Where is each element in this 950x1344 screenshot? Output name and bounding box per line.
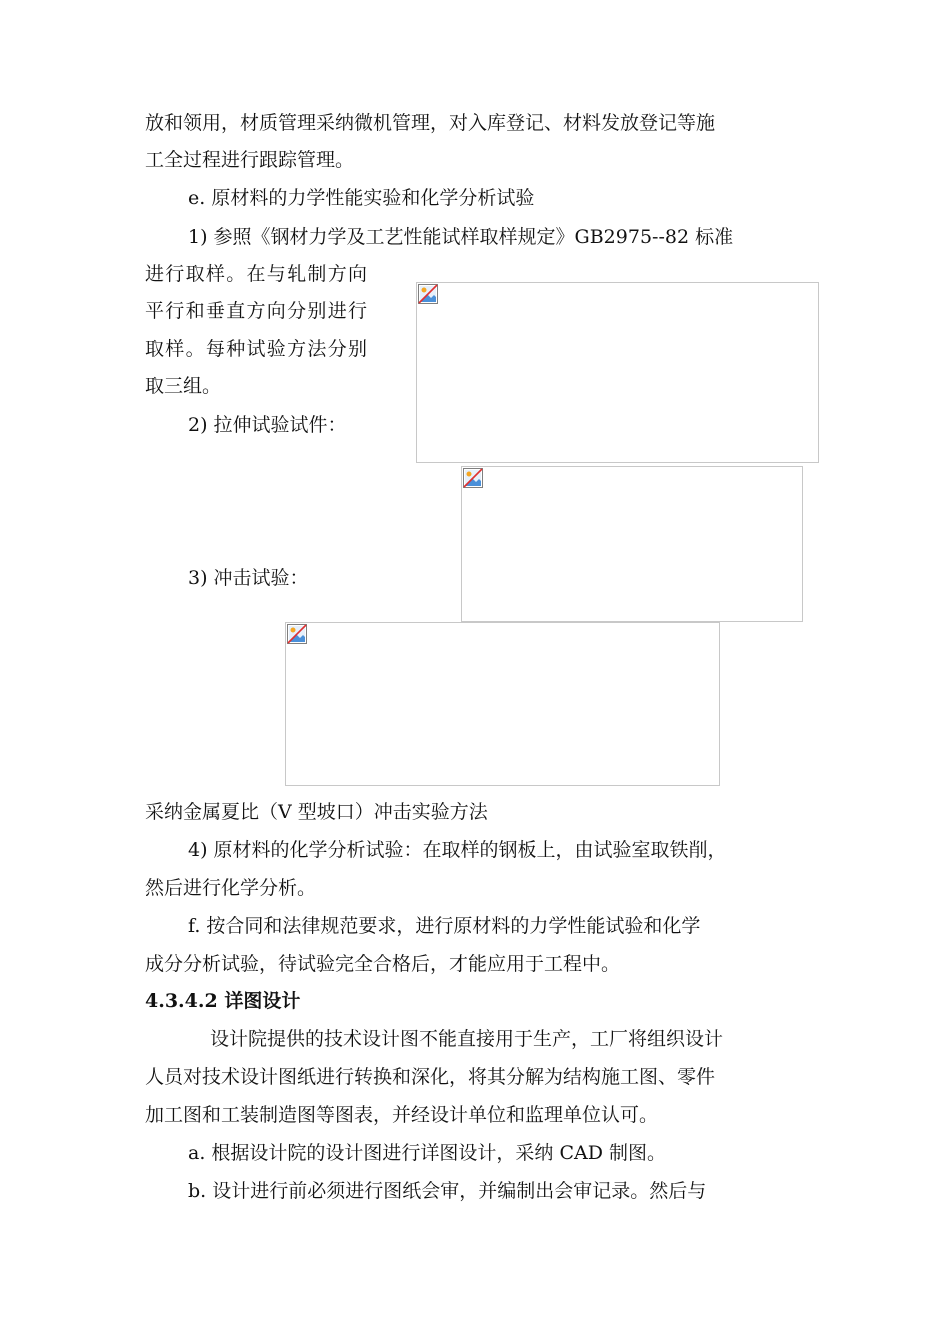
list-item-2: 2) 拉伸试验试件： (188, 414, 347, 436)
figure-tensile-specimen (461, 466, 803, 622)
figure-sampling (416, 282, 819, 463)
subsection-b: b. 设计进行前必须进行图纸会审，并编制出会审记录。然后与 (188, 1180, 707, 1202)
list-item-4: 4) 原材料的化学分析试验：在取样的钢板上，由试验室取铁削， (188, 839, 727, 861)
paragraph-line: 成分分析试验，待试验完全合格后，才能应用于工程中。 (145, 953, 621, 975)
broken-image-icon (287, 624, 307, 644)
figure-impact-test (285, 622, 720, 786)
paragraph-line: 设计院提供的技术设计图不能直接用于生产，工厂将组织设计 (210, 1028, 724, 1050)
paragraph-line: 取三组。 (145, 375, 222, 397)
paragraph-line: 平行和垂直方向分别进行 (145, 300, 369, 322)
paragraph-line: 放和领用，材质管理采纳微机管理，对入库登记、材料发放登记等施 (145, 112, 716, 134)
paragraph-line: 取样。每种试验方法分别 (145, 338, 369, 360)
section-heading: 4.3.4.2 详图设计 (145, 990, 301, 1012)
broken-image-icon (418, 284, 438, 304)
paragraph-line: 加工图和工装制造图等图表，并经设计单位和监理单位认可。 (145, 1104, 659, 1126)
paragraph-line: 工全过程进行跟踪管理。 (145, 149, 355, 171)
paragraph-line: 人员对技术设计图纸进行转换和深化，将其分解为结构施工图、零件 (145, 1066, 716, 1088)
subsection-title-e: e. 原材料的力学性能实验和化学分析试验 (188, 187, 535, 209)
paragraph-line: 然后进行化学分析。 (145, 877, 317, 899)
subsection-a: a. 根据设计院的设计图进行详图设计，采纳 CAD 制图。 (188, 1142, 666, 1164)
list-item-3: 3) 冲击试验： (188, 567, 309, 589)
figure-caption: 采纳金属夏比（V 型坡口）冲击实验方法 (145, 801, 488, 823)
paragraph-line: 进行取样。在与轧制方向 (145, 263, 369, 285)
broken-image-icon (463, 468, 483, 488)
list-item-1: 1) 参照《钢材力学及工艺性能试样取样规定》GB2975--82 标准 (188, 226, 734, 248)
subsection-f: f. 按合同和法律规范要求，进行原材料的力学性能试验和化学 (188, 915, 701, 937)
